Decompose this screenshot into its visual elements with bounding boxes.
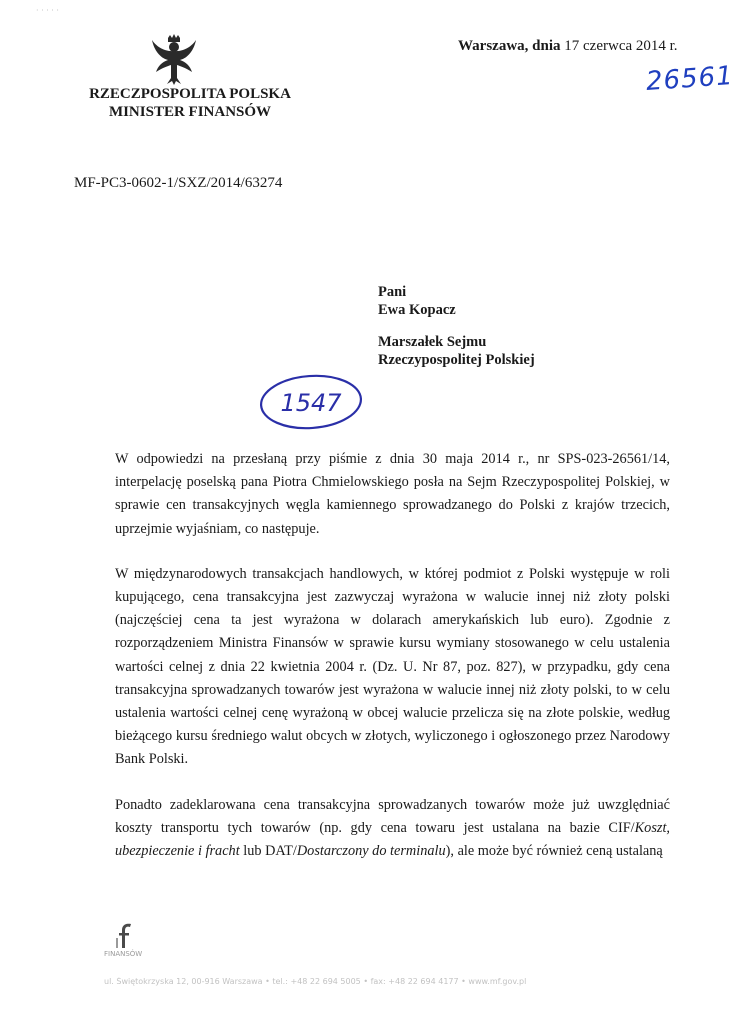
date-line	[458, 38, 678, 55]
paragraph-3-text-a: Ponadto zadeklarowana cena transakcyjna sprowadzanych towarów może już uwzględniać koszty transportu tych towarów (np. gdy cena towaru jest ustalana na bazie CIF/	[115, 796, 670, 836]
footer-caption: FINANSÓW	[104, 950, 143, 958]
paragraph-2: W międzynarodowych transakcjach handlowych, w której podmiot z Polski występuje w roli kupującego, cena transakcyjna jest zazwyczaj wyrażona w walucie innej niż złoty polski (najczęściej cena ta jest wyrażona w dolarach amerykańskich lub euro). Zgodnie z rozporządzeniem Ministra Finansów w sprawie kursu wymiany stosowanego w celu ustalenia wartości celnej z dnia 22 kwietnia 2004 r. (Dz. U. Nr 87, poz. 827), w przypadku, gdy cena transakcyjna sprowadzanych towarów jest wyrażona w walucie innej niż złoty polski, to w celu ustalenia wartości celnej cenę wyrażoną w obcej walucie przelicza się na złote polskie, według bieżącego kursu średniego walut obcych w złotych, wyliczonego i ogłoszonego przez Narodowy Bank Polski.	[115, 565, 670, 768]
letter-date: 17 czerwca 2014 r.	[564, 38, 678, 54]
addressee-title-2: Rzeczypospolitej Polskiej	[378, 352, 535, 368]
place-label: Warszawa, dnia	[458, 38, 561, 54]
addressee-block	[378, 283, 535, 369]
handwritten-number: 26561	[645, 60, 735, 98]
footer-address: ul. Świętokrzyska 12, 00-916 Warszawa • tel.: +48 22 694 5005 • fax: +48 22 694 4177 • www.mf.gov.pl	[104, 977, 527, 986]
addressee-salutation: Pani	[378, 284, 407, 300]
addressee-name: Ewa Kopacz	[378, 302, 456, 318]
eagle-emblem-icon	[150, 34, 198, 86]
scan-mark: · · · · ·	[36, 6, 59, 15]
ministry-name: MINISTER FINANSÓW	[108, 104, 272, 120]
paragraph-3	[115, 794, 670, 864]
paragraph-3-italic-cif: Koszt, ubezpieczenie i fracht	[115, 819, 670, 860]
addressee-title-1: Marszałek Sejmu	[378, 334, 487, 350]
ministry-logo-icon	[110, 920, 140, 950]
handwritten-stamp	[256, 370, 366, 434]
paragraph-1: W odpowiedzi na przesłaną przy piśmie z dnia 30 maja 2014 r., nr SPS-023-26561/14, interpelację poselską pana Piotra Chmielowskiego posła na Sejm Rzeczypospolitej Polskiej, w sprawie cen transakcyjnych węgla kamiennego sprowadzanego do Polski z krajów trzecich, uprzejmie wyjaśniam, co następuje.	[115, 451, 670, 537]
country-name: RZECZPOSPOLITA POLSKA	[89, 86, 291, 102]
reference-number: MF-PC3-0602-1/SXZ/2014/63274	[74, 175, 283, 191]
paragraph-3-text-e: ), ale może być również ceną ustalaną	[445, 843, 663, 860]
paragraph-3-italic-dat: Dostarczony do terminalu	[296, 843, 446, 860]
letter-body	[115, 448, 670, 885]
stamp-text: 1547	[280, 389, 342, 417]
paragraph-3-text-c: lub DAT/	[239, 843, 297, 860]
